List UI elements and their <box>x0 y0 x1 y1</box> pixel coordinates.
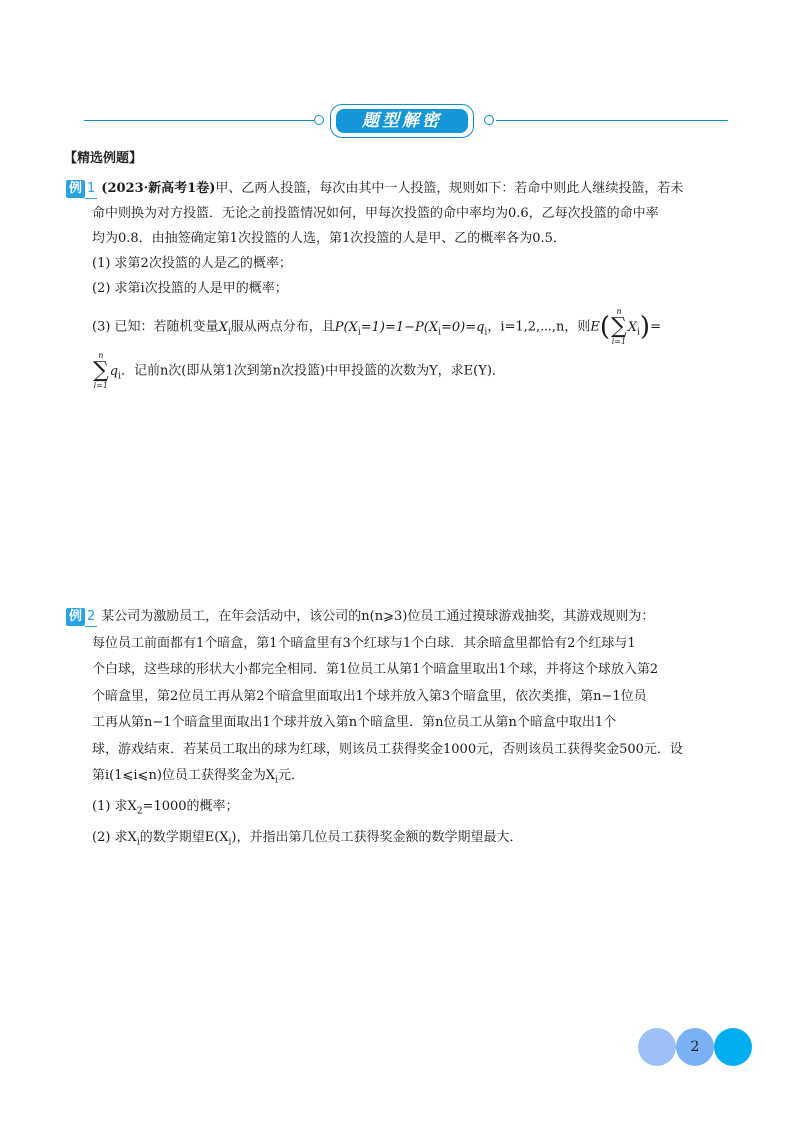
example-2-line-4: 个暗盒里，第2位员工再从第2个暗盒里面取出1个球并放入第3个暗盒里，依次类推，第n−1位员 <box>92 688 647 704</box>
example-1-question-1: (1) 求第2次投篮的人是乙的概率； <box>92 256 292 271</box>
section-banner <box>84 104 728 138</box>
example-1-line-2: 命中则换为对方投篮．无论之前投篮情况如何，甲每次投篮的命中率均为0.6，乙每次投篮的命中率 <box>92 206 659 221</box>
sum-symbol: n ∑ i=1 <box>611 307 627 346</box>
banner-dot-right <box>484 115 494 125</box>
example-2-question-2: (2) 求$X_i$的数学期望$E(X_i)$，并指出第几位员工获得奖金额的数学期望最大． <box>92 830 523 848</box>
sum-symbol-2: n ∑ i=1 <box>93 351 109 391</box>
banner-title: 题型解密 <box>336 109 468 133</box>
example-2-line-1: 例 2 某公司为激励员工，在年会活动中，该公司的n(n⩾3)位员工通过摸球游戏抽奖，其游戏规则为： <box>66 604 730 631</box>
page-number: 2 <box>690 1039 700 1055</box>
banner-line-right <box>496 120 728 121</box>
example-2-question-1: (1) 求$X_2=1000$的概率； <box>92 799 239 817</box>
example-2-line-6: 球，游戏结束．若某员工取出的球为红球，则该员工获得奖金1000元，否则该员工获得奖金500元．设 <box>92 741 683 757</box>
banner-frame <box>330 104 474 138</box>
section-label: 【精选例题】 <box>64 151 143 166</box>
example-1-question-3: (3) 已知：若随机变量$X_i$服从两点分布，且$P(X_i=1)=1-P(X_i=0)=q_i$，i=1,2,⋯,n，则E( n ∑ i=1 $X_i)=$ <box>92 307 661 346</box>
example-2-line-7: 第i(1⩽i⩽n)位员工获得奖金为$X_i$元． <box>92 768 305 786</box>
page-number-badge <box>638 1028 752 1066</box>
example-1-source: (2023·新高考1卷) <box>101 181 216 196</box>
example-1-question-3-line-2: n ∑ i=1 $q_i$．记前n次(即从第1次到第n次投篮)中甲投篮的次数为Y，求E(Y)． <box>93 351 505 391</box>
banner-line-left <box>84 120 314 121</box>
example-1-tag: 例 1 <box>66 176 101 201</box>
example-2-line-2: 每位员工前面都有1个暗盒，第1个暗盒里有3个红球与1个白球．其余暗盒里都恰有2个红球与1 <box>92 635 636 651</box>
example-2-line-5: 工再从第n−1个暗盒里面取出1个球并放入第n个暗盒里．第n位员工从第n个暗盒中取出1个 <box>92 715 617 730</box>
example-2-line-3: 个白球，这些球的形状大小都完全相同．第1位员工从第1个暗盒里取出1个球，并将这个球放入第2 <box>92 662 659 677</box>
example-1-line-3: 均为0.8．由抽签确定第1次投篮的人选，第1次投篮的人是甲、乙的概率各为0.5． <box>92 231 566 246</box>
example-2-tag: 例 2 <box>66 604 101 631</box>
example-2 <box>66 604 730 856</box>
example-1 <box>66 176 730 393</box>
example-1-question-2: (2) 求第i次投篮的人是甲的概率； <box>92 281 288 296</box>
banner-dot-left <box>314 115 324 125</box>
example-1-line-1: 例 1 (2023·新高考1卷)甲、乙两人投篮，每次由其中一人投篮，规则如下：若命中则此人继续投篮，若未 <box>66 176 730 201</box>
